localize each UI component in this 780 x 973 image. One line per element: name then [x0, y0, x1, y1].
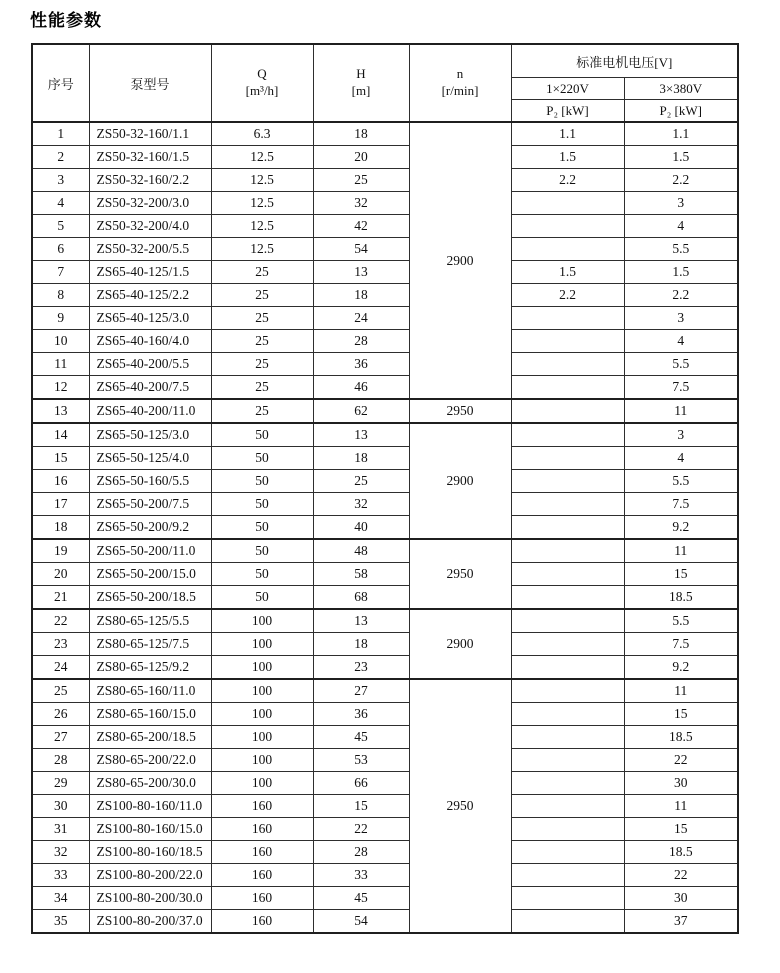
head-cell: 68	[313, 586, 409, 610]
flow-cell: 25	[211, 284, 313, 307]
power-220v-cell	[511, 749, 624, 772]
head-cell: 36	[313, 703, 409, 726]
model-cell: ZS100-80-200/37.0	[89, 910, 211, 934]
model-cell: ZS65-40-125/3.0	[89, 307, 211, 330]
index-cell: 9	[32, 307, 89, 330]
model-cell: ZS65-50-200/15.0	[89, 563, 211, 586]
index-cell: 12	[32, 376, 89, 400]
head-cell: 48	[313, 539, 409, 563]
header-p2-220: P₂ [kW]	[511, 100, 624, 123]
index-cell: 24	[32, 656, 89, 680]
power-380v-cell: 4	[624, 215, 738, 238]
table-row	[32, 864, 738, 887]
table-row	[32, 656, 738, 680]
index-cell: 18	[32, 516, 89, 540]
table-row	[32, 818, 738, 841]
table-row	[32, 215, 738, 238]
model-cell: ZS65-50-200/18.5	[89, 586, 211, 610]
model-cell: ZS50-32-200/5.5	[89, 238, 211, 261]
flow-cell: 6.3	[211, 122, 313, 146]
table-row	[32, 516, 738, 540]
rpm-cell: 2900	[409, 423, 511, 539]
index-cell: 14	[32, 423, 89, 447]
power-380v-cell: 37	[624, 910, 738, 934]
power-380v-cell: 2.2	[624, 284, 738, 307]
flow-cell: 25	[211, 353, 313, 376]
table-row	[32, 703, 738, 726]
rpm-cell: 2950	[409, 539, 511, 609]
table-row	[32, 563, 738, 586]
model-cell: ZS65-40-200/7.5	[89, 376, 211, 400]
flow-cell: 160	[211, 887, 313, 910]
power-220v-cell	[511, 633, 624, 656]
index-cell: 32	[32, 841, 89, 864]
header-head-unit: [m]	[351, 83, 371, 98]
power-380v-cell: 18.5	[624, 841, 738, 864]
rpm-cell: 2950	[409, 399, 511, 423]
table-body	[32, 122, 738, 933]
flow-cell: 50	[211, 516, 313, 540]
power-220v-cell	[511, 656, 624, 680]
head-cell: 54	[313, 238, 409, 261]
flow-cell: 100	[211, 656, 313, 680]
index-cell: 8	[32, 284, 89, 307]
model-cell: ZS65-50-125/4.0	[89, 447, 211, 470]
index-cell: 13	[32, 399, 89, 423]
power-380v-cell: 4	[624, 447, 738, 470]
head-cell: 33	[313, 864, 409, 887]
model-cell: ZS65-50-200/7.5	[89, 493, 211, 516]
flow-cell: 100	[211, 726, 313, 749]
index-cell: 16	[32, 470, 89, 493]
flow-cell: 160	[211, 910, 313, 934]
table-row	[32, 399, 738, 423]
model-cell: ZS50-32-160/1.5	[89, 146, 211, 169]
model-cell: ZS100-80-160/15.0	[89, 818, 211, 841]
table-row	[32, 192, 738, 215]
flow-cell: 12.5	[211, 146, 313, 169]
head-cell: 18	[313, 633, 409, 656]
head-cell: 28	[313, 841, 409, 864]
power-220v-cell	[511, 447, 624, 470]
index-cell: 21	[32, 586, 89, 610]
power-220v-cell	[511, 887, 624, 910]
model-cell: ZS80-65-125/7.5	[89, 633, 211, 656]
head-cell: 45	[313, 726, 409, 749]
performance-table	[31, 43, 739, 934]
index-cell: 27	[32, 726, 89, 749]
header-row-1	[32, 44, 738, 78]
index-cell: 31	[32, 818, 89, 841]
power-220v-cell	[511, 353, 624, 376]
flow-cell: 160	[211, 841, 313, 864]
table-row	[32, 795, 738, 818]
power-220v-cell	[511, 609, 624, 633]
power-380v-cell: 1.1	[624, 122, 738, 146]
flow-cell: 100	[211, 679, 313, 703]
table-row	[32, 726, 738, 749]
header-speed-unit: [r/min]	[441, 83, 479, 98]
head-cell: 23	[313, 656, 409, 680]
head-cell: 45	[313, 887, 409, 910]
table-row	[32, 749, 738, 772]
flow-cell: 12.5	[211, 238, 313, 261]
index-cell: 15	[32, 447, 89, 470]
table-row	[32, 493, 738, 516]
power-220v-cell: 2.2	[511, 169, 624, 192]
power-380v-cell: 30	[624, 887, 738, 910]
header-flow-unit: [m³/h]	[245, 83, 279, 98]
header-head-symbol: H	[356, 66, 366, 82]
head-cell: 66	[313, 772, 409, 795]
rpm-cell: 2900	[409, 609, 511, 679]
power-380v-cell: 1.5	[624, 146, 738, 169]
flow-cell: 160	[211, 864, 313, 887]
head-cell: 25	[313, 470, 409, 493]
table-row	[32, 423, 738, 447]
header-flow-symbol: Q	[257, 66, 267, 82]
model-cell: ZS80-65-200/18.5	[89, 726, 211, 749]
power-380v-cell: 15	[624, 703, 738, 726]
head-cell: 25	[313, 169, 409, 192]
flow-cell: 50	[211, 493, 313, 516]
power-220v-cell: 1.5	[511, 261, 624, 284]
model-cell: ZS65-40-200/5.5	[89, 353, 211, 376]
index-cell: 7	[32, 261, 89, 284]
flow-cell: 50	[211, 539, 313, 563]
head-cell: 32	[313, 493, 409, 516]
flow-cell: 50	[211, 447, 313, 470]
table-row	[32, 261, 738, 284]
header-flow	[211, 44, 313, 122]
power-220v-cell	[511, 493, 624, 516]
index-cell: 6	[32, 238, 89, 261]
power-220v-cell	[511, 215, 624, 238]
flow-cell: 50	[211, 586, 313, 610]
model-cell: ZS100-80-160/11.0	[89, 795, 211, 818]
power-220v-cell: 2.2	[511, 284, 624, 307]
power-380v-cell: 15	[624, 818, 738, 841]
power-380v-cell: 11	[624, 539, 738, 563]
index-cell: 34	[32, 887, 89, 910]
flow-cell: 100	[211, 749, 313, 772]
index-cell: 29	[32, 772, 89, 795]
model-cell: ZS50-32-200/4.0	[89, 215, 211, 238]
power-220v-cell	[511, 586, 624, 610]
index-cell: 35	[32, 910, 89, 934]
power-220v-cell	[511, 516, 624, 540]
model-cell: ZS65-40-200/11.0	[89, 399, 211, 423]
table-row	[32, 910, 738, 934]
table-row	[32, 169, 738, 192]
header-head	[313, 44, 409, 122]
flow-cell: 25	[211, 261, 313, 284]
head-cell: 15	[313, 795, 409, 818]
power-220v-cell	[511, 818, 624, 841]
head-cell: 58	[313, 563, 409, 586]
header-p2-380: P₂ [kW]	[624, 100, 738, 123]
flow-cell: 100	[211, 703, 313, 726]
index-cell: 2	[32, 146, 89, 169]
model-cell: ZS100-80-160/18.5	[89, 841, 211, 864]
power-380v-cell: 1.5	[624, 261, 738, 284]
model-cell: ZS50-32-160/2.2	[89, 169, 211, 192]
power-380v-cell: 15	[624, 563, 738, 586]
model-cell: ZS50-32-160/1.1	[89, 122, 211, 146]
power-220v-cell	[511, 470, 624, 493]
flow-cell: 160	[211, 795, 313, 818]
head-cell: 62	[313, 399, 409, 423]
flow-cell: 50	[211, 563, 313, 586]
model-cell: ZS65-50-160/5.5	[89, 470, 211, 493]
table-row	[32, 586, 738, 610]
head-cell: 18	[313, 122, 409, 146]
power-220v-cell	[511, 563, 624, 586]
flow-cell: 100	[211, 609, 313, 633]
table-row	[32, 447, 738, 470]
head-cell: 27	[313, 679, 409, 703]
index-cell: 26	[32, 703, 89, 726]
table-row	[32, 772, 738, 795]
flow-cell: 50	[211, 423, 313, 447]
power-220v-cell	[511, 910, 624, 934]
power-380v-cell: 7.5	[624, 633, 738, 656]
power-380v-cell: 4	[624, 330, 738, 353]
table-row	[32, 470, 738, 493]
model-cell: ZS80-65-200/22.0	[89, 749, 211, 772]
power-220v-cell	[511, 679, 624, 703]
power-220v-cell	[511, 864, 624, 887]
head-cell: 54	[313, 910, 409, 934]
index-cell: 4	[32, 192, 89, 215]
model-cell: ZS80-65-160/11.0	[89, 679, 211, 703]
head-cell: 28	[313, 330, 409, 353]
index-cell: 23	[32, 633, 89, 656]
page-title: 性能参数	[30, 11, 102, 30]
table-row	[32, 679, 738, 703]
flow-cell: 12.5	[211, 215, 313, 238]
table-row	[32, 238, 738, 261]
power-380v-cell: 11	[624, 795, 738, 818]
head-cell: 32	[313, 192, 409, 215]
power-220v-cell	[511, 330, 624, 353]
power-220v-cell	[511, 376, 624, 400]
header-model: 泵型号	[89, 44, 211, 122]
power-380v-cell: 7.5	[624, 493, 738, 516]
index-cell: 33	[32, 864, 89, 887]
power-220v-cell	[511, 539, 624, 563]
index-cell: 3	[32, 169, 89, 192]
head-cell: 20	[313, 146, 409, 169]
index-cell: 5	[32, 215, 89, 238]
flow-cell: 50	[211, 470, 313, 493]
header-index: 序号	[32, 44, 89, 122]
index-cell: 10	[32, 330, 89, 353]
power-220v-cell	[511, 192, 624, 215]
power-380v-cell: 9.2	[624, 516, 738, 540]
head-cell: 46	[313, 376, 409, 400]
power-220v-cell	[511, 399, 624, 423]
flow-cell: 100	[211, 772, 313, 795]
power-220v-cell	[511, 795, 624, 818]
flow-cell: 160	[211, 818, 313, 841]
table-row	[32, 539, 738, 563]
power-220v-cell: 1.5	[511, 146, 624, 169]
table-row	[32, 353, 738, 376]
model-cell: ZS80-65-125/5.5	[89, 609, 211, 633]
power-220v-cell	[511, 238, 624, 261]
flow-cell: 100	[211, 633, 313, 656]
flow-cell: 25	[211, 330, 313, 353]
power-380v-cell: 11	[624, 399, 738, 423]
head-cell: 42	[313, 215, 409, 238]
power-380v-cell: 3	[624, 307, 738, 330]
power-220v-cell: 1.1	[511, 122, 624, 146]
rpm-cell: 2900	[409, 122, 511, 399]
model-cell: ZS65-40-125/1.5	[89, 261, 211, 284]
model-cell: ZS65-40-125/2.2	[89, 284, 211, 307]
head-cell: 13	[313, 261, 409, 284]
head-cell: 13	[313, 423, 409, 447]
table-row	[32, 284, 738, 307]
header-speed	[409, 44, 511, 122]
flow-cell: 25	[211, 376, 313, 400]
power-380v-cell: 22	[624, 864, 738, 887]
model-cell: ZS80-65-160/15.0	[89, 703, 211, 726]
table-row	[32, 887, 738, 910]
power-220v-cell	[511, 841, 624, 864]
head-cell: 36	[313, 353, 409, 376]
power-380v-cell: 3	[624, 423, 738, 447]
table-row	[32, 633, 738, 656]
power-380v-cell: 2.2	[624, 169, 738, 192]
model-cell: ZS100-80-200/30.0	[89, 887, 211, 910]
index-cell: 22	[32, 609, 89, 633]
model-cell: ZS65-50-200/9.2	[89, 516, 211, 540]
table-row	[32, 307, 738, 330]
head-cell: 18	[313, 284, 409, 307]
flow-cell: 25	[211, 307, 313, 330]
index-cell: 28	[32, 749, 89, 772]
power-380v-cell: 5.5	[624, 238, 738, 261]
model-cell: ZS65-50-125/3.0	[89, 423, 211, 447]
power-220v-cell	[511, 423, 624, 447]
power-380v-cell: 22	[624, 749, 738, 772]
power-220v-cell	[511, 726, 624, 749]
table-header	[32, 44, 738, 122]
power-380v-cell: 3	[624, 192, 738, 215]
model-cell: ZS80-65-200/30.0	[89, 772, 211, 795]
index-cell: 20	[32, 563, 89, 586]
table-row	[32, 376, 738, 400]
head-cell: 13	[313, 609, 409, 633]
power-380v-cell: 5.5	[624, 470, 738, 493]
rpm-cell: 2950	[409, 679, 511, 933]
table-row	[32, 146, 738, 169]
power-380v-cell: 9.2	[624, 656, 738, 680]
header-voltage-380: 3×380V	[624, 78, 738, 100]
index-cell: 11	[32, 353, 89, 376]
power-380v-cell: 5.5	[624, 609, 738, 633]
model-cell: ZS50-32-200/3.0	[89, 192, 211, 215]
flow-cell: 12.5	[211, 192, 313, 215]
flow-cell: 25	[211, 399, 313, 423]
power-380v-cell: 18.5	[624, 726, 738, 749]
model-cell: ZS100-80-200/22.0	[89, 864, 211, 887]
index-cell: 30	[32, 795, 89, 818]
power-380v-cell: 5.5	[624, 353, 738, 376]
power-220v-cell	[511, 703, 624, 726]
power-380v-cell: 7.5	[624, 376, 738, 400]
flow-cell: 12.5	[211, 169, 313, 192]
head-cell: 53	[313, 749, 409, 772]
power-380v-cell: 30	[624, 772, 738, 795]
head-cell: 24	[313, 307, 409, 330]
model-cell: ZS80-65-125/9.2	[89, 656, 211, 680]
power-380v-cell: 11	[624, 679, 738, 703]
index-cell: 17	[32, 493, 89, 516]
head-cell: 22	[313, 818, 409, 841]
index-cell: 25	[32, 679, 89, 703]
power-220v-cell	[511, 307, 624, 330]
power-380v-cell: 18.5	[624, 586, 738, 610]
index-cell: 19	[32, 539, 89, 563]
head-cell: 18	[313, 447, 409, 470]
index-cell: 1	[32, 122, 89, 146]
header-speed-symbol: n	[456, 66, 464, 82]
header-voltage-220: 1×220V	[511, 78, 624, 100]
header-voltage-group: 标准电机电压[V]	[511, 44, 738, 78]
table-row	[32, 841, 738, 864]
power-220v-cell	[511, 772, 624, 795]
table-row	[32, 330, 738, 353]
model-cell: ZS65-40-160/4.0	[89, 330, 211, 353]
head-cell: 40	[313, 516, 409, 540]
table-row	[32, 609, 738, 633]
model-cell: ZS65-50-200/11.0	[89, 539, 211, 563]
table-row	[32, 122, 738, 146]
